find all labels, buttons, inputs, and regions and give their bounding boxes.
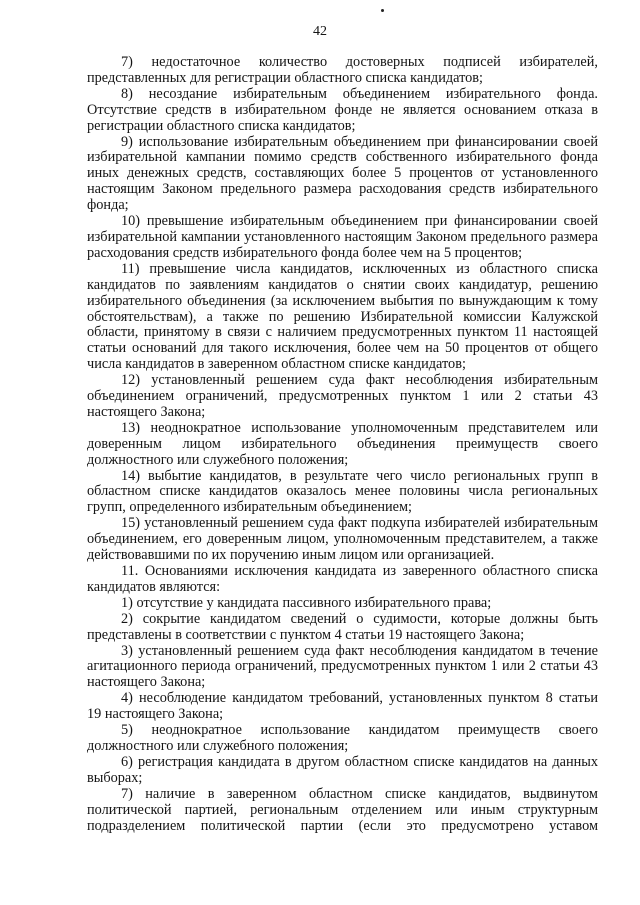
law-text-body	[87, 55, 598, 834]
paragraph: 7) недостаточное количество достоверных подписей избирателей, представленных для регистрации областного списка кандидатов;	[87, 54, 598, 86]
paragraph: 5) неоднократное использование кандидатом преимуществ своего должностного или служебного положения;	[87, 722, 598, 754]
paragraph: 6) регистрация кандидата в другом областном списке кандидатов на данных выборах;	[87, 753, 598, 786]
paragraph: 9) использование избирательным объединением при финансировании своей избирательной кампании помимо средств собственного избирательного фонда иных денежных средств, составляющих более 5 процентов от установленного настоящим Законом предельного размера расходования средств избирательного фонда;	[87, 133, 598, 214]
paragraph: 3) установленный решением суда факт несоблюдения кандидатом в течение агитационного периода ограничений, предусмотренных пунктом 1 или 2 статьи 43 настоящего Закона;	[87, 642, 598, 691]
paragraph: 11) превышение числа кандидатов, исключенных из областного списка кандидатов по заявлениям кандидатов о снятии своих кандидатур, решению избирательного объединения (за исключением выбытия по вынуждающим к тому обстоятельствам), а также по решению Избирательной комиссии Калужской области, принятому в связи с наличием предусмотренных пунктом 11 настоящей статьи оснований для такого исключения, более чем на 50 процентов от общего числа кандидатов в заверенном областном списке кандидатов;	[87, 260, 598, 373]
paragraph: 13) неоднократное использование уполномоченным представителем или доверенным лицом избирательного объединения преимуществ своего должностного или служебного положения;	[87, 419, 598, 468]
paragraph: 8) несоздание избирательным объединением избирательного фонда. Отсутствие средств в избирательном фонде не является основанием отказа в регистрации областного списка кандидатов;	[87, 85, 598, 134]
paragraph: 14) выбытие кандидатов, в результате чего число региональных групп в областном списке кандидатов оказалось менее половины числа региональных групп, определенного избирательным объединением;	[87, 467, 598, 516]
paragraph: 12) установленный решением суда факт несоблюдения избирательным объединением ограничений, предусмотренных пунктом 1 или 2 статьи 43 настоящего Закона;	[87, 372, 598, 420]
paragraph: 11. Основаниями исключения кандидата из заверенного областного списка кандидатов являются:	[87, 563, 598, 595]
paragraph: 15) установленный решением суда факт подкупа избирателей избирательным объединением, его доверенным лицом, уполномоченным представителем, а также действовавшими по их поручению иным лицом или организацией.	[87, 515, 598, 564]
paragraph: 4) несоблюдение кандидатом требований, установленных пунктом 8 статьи 19 настоящего Закона;	[87, 690, 598, 723]
paragraph: 7) наличие в заверенном областном списке кандидатов, выдвинутом политической партией, региональным отделением или иным структурным подразделением политической партии (если это предусмотрено уставом	[87, 785, 598, 834]
page-number: 42	[313, 24, 327, 39]
scan-mark	[381, 9, 384, 12]
paragraph: 2) сокрытие кандидатом сведений о судимости, которые должны быть представлены в соответствии с пунктом 4 статьи 19 настоящего Закона;	[87, 610, 598, 643]
paragraph: 1) отсутствие у кандидата пассивного избирательного права;	[121, 594, 492, 611]
paragraph: 10) превышение избирательным объединением при финансировании своей избирательной кампании установленного настоящим Законом предельного размера расходования средств избирательного фонда более чем на 5 процентов;	[87, 213, 598, 261]
